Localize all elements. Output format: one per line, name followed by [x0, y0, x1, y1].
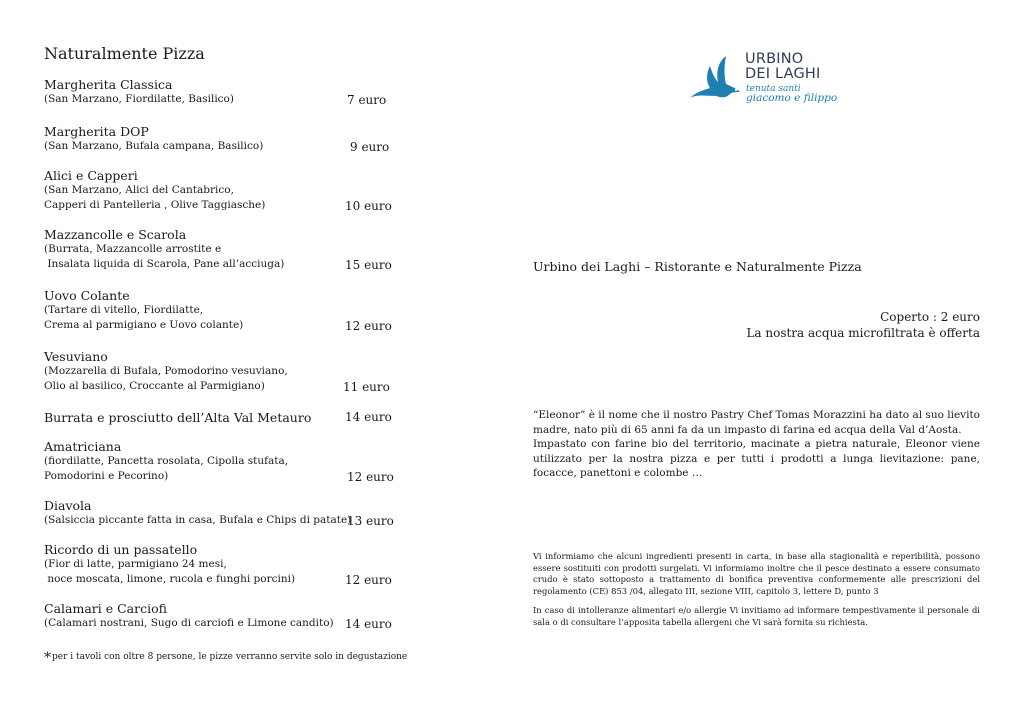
info-paragraph: Vi informiamo che alcuni ingredienti presenti in carta, in base alla stagionalità e reperibilità, possono essere sostituiti con prodotti surgelati. Vi informiamo inoltre che il pesce destinato a essere consumato crudo è stato sottoposto a trattamento di bonifica preventiva conformemente alle prescrizioni del regolamento (CE) 853 /04, allegato III, sezione VIII, capitolo 3, lettere D, punto 3: [533, 551, 980, 596]
info-text: [533, 551, 980, 636]
item-description: Capperi di Pantelleria , Olive Taggiasche): [44, 199, 266, 211]
item-price: 14 euro: [345, 617, 392, 631]
item-name: Diavola: [44, 498, 92, 513]
item-description: (Calamari nostrani, Sugo di carciofi e Limone candito): [44, 617, 334, 629]
item-description: Pomodorini e Pecorino): [44, 470, 169, 482]
menu-title: Naturalmente Pizza: [44, 44, 205, 63]
item-description: (San Marzano, Bufala campana, Basilico): [44, 140, 264, 152]
restaurant-name: Urbino dei Laghi – Ristorante e Naturalmente Pizza: [533, 259, 862, 274]
menu-item: [44, 288, 404, 333]
item-description: Olio al basilico, Croccante al Parmigiano): [44, 380, 265, 392]
item-price: 12 euro: [345, 319, 392, 333]
item-price: 12 euro: [347, 470, 394, 484]
info-paragraph: In caso di intolleranze alimentari e/o allergie Vi invitiamo ad informare tempestivamente il personale di sala o di consultare l’apposita tabella allergeni che Vi sarà fornita su richiesta.: [533, 605, 980, 627]
menu-item: [44, 77, 404, 107]
story-paragraph: Impastato con farine bio del territorio, macinate a pietra naturale, Eleonor viene utilizzato per la nostra pizza e per tutti i prodotti a lunga lievitazione: pane, focacce, panettoni e colombe …: [533, 438, 980, 479]
item-price: 7 euro: [347, 93, 387, 107]
item-description: (San Marzano, Alici del Cantabrico,: [44, 184, 234, 196]
coperto-text: Coperto : 2 euro: [880, 310, 980, 324]
logo-title-line2: DEI LAGHI: [745, 66, 821, 82]
item-price: 12 euro: [345, 573, 392, 587]
footnote-star: *: [44, 650, 51, 666]
menu-item: [44, 542, 404, 587]
story-text: [533, 408, 980, 481]
item-name: Margherita Classica: [44, 77, 173, 92]
story-paragraph: “Eleonor” è il nome che il nostro Pastry Chef Tomas Morazzini ha dato al suo lievito madre, nato più di 65 anni fa da un impasto di farina ed acqua della Val d’Aosta.: [533, 409, 980, 436]
item-price: 14 euro: [345, 410, 392, 424]
item-name: Margherita DOP: [44, 124, 149, 139]
item-description: (fiordilatte, Pancetta rosolata, Cipolla stufata,: [44, 455, 289, 467]
item-name: Burrata e prosciutto dell’Alta Val Metauro: [44, 410, 312, 425]
item-description: Crema al parmigiano e Uovo colante): [44, 319, 244, 331]
item-name: Ricordo di un passatello: [44, 542, 198, 557]
item-name: Uovo Colante: [44, 288, 130, 303]
item-price: 9 euro: [350, 140, 390, 154]
item-price: 15 euro: [345, 258, 392, 272]
item-description: (Burrata, Mazzancolle arrostite e: [44, 243, 222, 255]
menu-item: [44, 168, 404, 213]
item-name: Calamari e Carciofi: [44, 601, 167, 616]
item-description: Insalata liquida di Scarola, Pane all’acciuga): [44, 258, 285, 270]
logo-subtitle-line1: tenuta santi: [746, 84, 801, 94]
item-name: Mazzancolle e Scarola: [44, 227, 187, 242]
item-price: 13 euro: [347, 514, 394, 528]
menu-item: [44, 349, 404, 394]
menu-item: [44, 601, 404, 631]
menu-item: [44, 227, 404, 272]
menu-item: [44, 439, 404, 484]
footnote: [44, 650, 407, 666]
item-description: (Fior di latte, parmigiano 24 mesi,: [44, 558, 227, 570]
item-price: 10 euro: [345, 199, 392, 213]
water-text: La nostra acqua microfiltrata è offerta: [746, 326, 980, 340]
logo-subtitle-line2: giacomo e filippo: [746, 92, 838, 104]
menu-item: [44, 410, 404, 425]
coperto-block: [746, 309, 980, 341]
item-description: (Mozzarella di Bufala, Pomodorino vesuviano,: [44, 365, 288, 377]
menu-item: [44, 498, 404, 528]
logo-title-line1: URBINO: [745, 51, 804, 67]
item-description: (Tartare di vitello, Fiordilatte,: [44, 304, 204, 316]
footnote-text: per i tavoli con oltre 8 persone, le pizze verranno servite solo in degustazione: [52, 652, 408, 662]
item-description: (San Marzano, Fiordilatte, Basilico): [44, 93, 234, 105]
menu-item: [44, 124, 404, 154]
item-name: Amatriciana: [44, 439, 122, 454]
item-name: Alici e Capperi: [44, 168, 138, 183]
item-price: 11 euro: [343, 380, 390, 394]
item-description: noce moscata, limone, rucola e funghi porcini): [44, 573, 296, 585]
item-name: Vesuviano: [44, 349, 108, 364]
item-description: (Salsiccia piccante fatta in casa, Bufala e Chips di patate): [44, 514, 352, 526]
